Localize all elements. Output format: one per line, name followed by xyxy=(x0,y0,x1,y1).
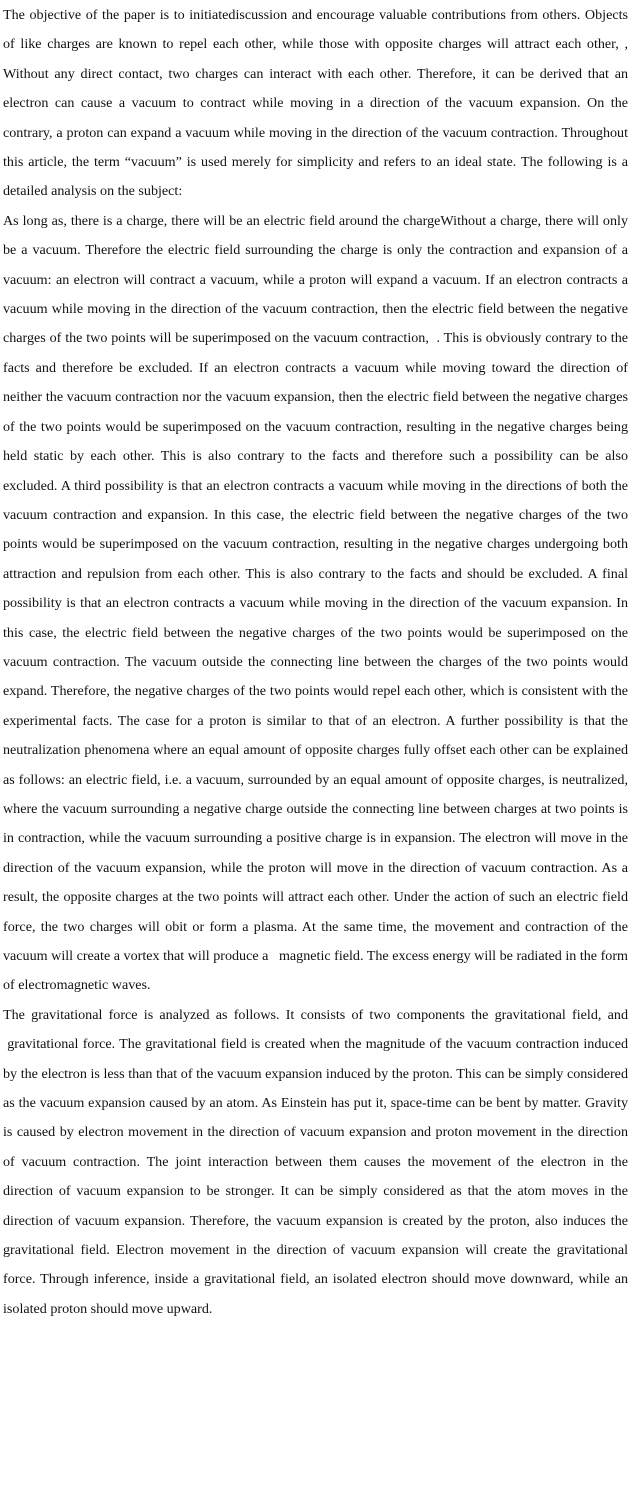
paragraph-electric-field-analysis: As long as, there is a charge, there will be an electric field around the chargeWithout a charge, there will only be a vacuum. Therefore the electric field surrounding the charge is only the contraction and expansion of a vacuum: an electron will contract a vacuum, while a proton will expand a vacuum. If an electron contracts a vacuum while moving in the direction of the vacuum contraction, then the electric field between the negative charges of the two points will be superimposed on the vacuum contraction, . This is obviously contrary to the facts and therefore be excluded. If an electron contracts a vacuum while moving toward the direction of neither the vacuum contraction nor the vacuum expansion, then the electric field between the negative charges of the two points would be superimposed on the vacuum contraction, resulting in the negative charges being held static by each other. This is also contrary to the facts and therefore such a possibility can be also excluded. A third possibility is that an electron contracts a vacuum while moving in the directions of both the vacuum contraction and expansion. In this case, the electric field between the negative charges of the two points would be superimposed on the vacuum contraction, resulting in the negative charges undergoing both attraction and repulsion from each other. This is also contrary to the facts and should be excluded. A final possibility is that an electron contracts a vacuum while moving in the direction of the vacuum expansion. In this case, the electric field between the negative charges of the two points would be superimposed on the vacuum contraction. The vacuum outside the connecting line between the charges of the two points would expand. Therefore, the negative charges of the two points would repel each other, which is consistent with the experimental facts. The case for a proton is similar to that of an electron. A further possibility is that the neutralization phenomena where an equal amount of opposite charges fully offset each other can be explained as follows: an electric field, i.e. a vacuum, surrounded by an equal amount of opposite charges, is neutralized, where the vacuum surrounding a negative charge outside the connecting line between charges at two points is in contraction, while the vacuum surrounding a positive charge is in expansion. The electron will move in the direction of the vacuum expansion, while the proton will move in the direction of vacuum contraction. As a result, the opposite charges at the two points will attract each other. Under the action of such an electric field force, the two charges will obit or form a plasma. At the same time, the movement and contraction of the vacuum will create a vortex that will produce a magnetic field. The excess energy will be radiated in the form of electromagnetic waves. xyxy=(3,212,628,994)
paragraph-gravitational-force-analysis: The gravitational force is analyzed as follows. It consists of two components the gravitational field, and gravitational force. The gravitational field is created when the magnitude of the vacuum contraction induced by the electron is less than that of the vacuum expansion induced by the proton. This can be simply considered as the vacuum expansion caused by an atom. As Einstein has put it, space-time can be bent by matter. Gravity is caused by electron movement in the direction of vacuum expansion and proton movement in the direction of vacuum contraction. The joint interaction between them causes the movement of the electron in the direction of vacuum expansion to be stronger. It can be simply considered as that the atom moves in the direction of vacuum expansion. Therefore, the vacuum expansion is created by the proton, also induces the gravitational field. Electron movement in the direction of vacuum expansion will create the gravitational force. Through inference, inside a gravitational field, an isolated electron should move downward, while an isolated proton should move upward. xyxy=(3,1006,628,1317)
paragraph-introduction: The objective of the paper is to initiatediscussion and encourage valuable contributions from others. Objects of like charges are known to repel each other, while those with opposite charges will attract each other, , Without any direct contact, two charges can interact with each other. Therefore, it can be derived that an electron can cause a vacuum to contract while moving in a direction of the vacuum expansion. On the contrary, a proton can expand a vacuum while moving in the direction of the vacuum contraction. Throughout this article, the term “vacuum” is used merely for simplicity and refers to an ideal state. The following is a detailed analysis on the subject: xyxy=(3,7,628,200)
